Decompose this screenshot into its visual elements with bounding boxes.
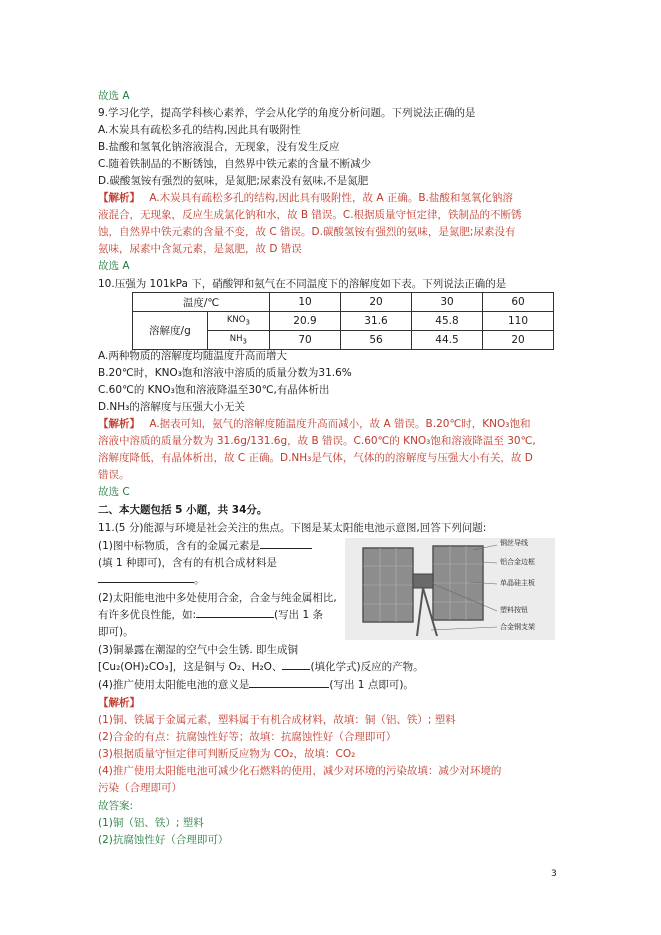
q10-analysis-line-4: 错误。	[98, 469, 130, 481]
q10-analysis-line-3: 溶解度降低，有晶体析出，故 C 正确。D.NH₃是气体，气体的的溶解度与压强大小有关，故 D	[98, 452, 533, 464]
q9-analysis-text-1: A.木炭具有疏松多孔的结构,因此具有吸附性，故 A 正确。B.盐酸和氢氧化钠溶	[149, 192, 513, 204]
q11-analysis-line-5: 污染（合理即可）	[98, 782, 182, 794]
figure-label: 塑料按钮	[500, 606, 528, 614]
figure-label: 合金钢支架	[500, 623, 535, 631]
q10-option-c: C.60℃的 KNO₃饱和溶液降温至30℃,有晶体析出	[98, 384, 330, 396]
q10-answer: 故选 C	[98, 486, 130, 498]
q9-analysis-line-2: 液混合，无现象，反应生成氯化钠和水，故 B 错误。C.根据质量守恒定律，铁制品的不断锈	[98, 209, 522, 221]
answer-blank[interactable]	[282, 669, 310, 670]
junction-box	[413, 574, 433, 588]
q11-part4: (4)推广使用太阳能电池的意义是 (写出 1 点即可)。	[98, 679, 414, 691]
page-number: 3	[551, 869, 557, 879]
solar-panel-figure	[345, 538, 555, 640]
previous-answer: 故选 A	[98, 90, 130, 102]
q9-option-d: D.碳酸氢铵有强烈的氨味，是氮肥;尿素没有氨味,不是氮肥	[98, 175, 369, 187]
q10-option-b: B.20℃时，KNO₃饱和溶液中溶质的质量分数为31.6%	[98, 367, 352, 379]
q11-answer-title: 故答案:	[98, 800, 134, 812]
table-cell: 45.8	[412, 312, 483, 331]
table-cell: 20.9	[270, 312, 341, 331]
q11-analysis-line-2: (2)合金的有点：抗腐蚀性好等；故填：抗腐蚀性好（合理即可）	[98, 731, 397, 743]
q11-analysis-tag: 【解析】	[98, 697, 140, 709]
table-header-row	[133, 293, 554, 312]
q11-analysis-line-4: (4)推广使用太阳能电池可减少化石燃料的使用，减少对环境的污染故填：减少对环境的	[98, 765, 502, 777]
q11-part2-line1: (2)太阳能电池中多处使用合金，合金与纯金属相比,	[98, 592, 337, 604]
q9-analysis-line-3: 蚀，自然界中铁元素的含量不变，故 C 错误。D.碳酸氢铵有强烈的氨味，是氮肥;尿素没有	[98, 226, 516, 238]
table-temp-cell: 10	[270, 293, 341, 312]
q10-analysis-text-1: A.据表可知，氨气的溶解度随温度升高而减小，故 A 错误。B.20℃时，KNO₃饱和	[149, 418, 531, 430]
table-row-name: $KNO_3$	[207, 312, 269, 331]
answer-blank[interactable]	[249, 687, 329, 688]
q9-analysis-tag: 【解析】	[98, 192, 140, 204]
q9-stem: 9.学习化学，提高学科核心素养，学会从化学的角度分析问题。下列说法正确的是	[98, 107, 476, 119]
q10-analysis-line-2: 溶液中溶质的质量分数为 31.6g/131.6g，故 B 错误。C.60℃的 KNO₃饱和溶液降温至 30℃,	[98, 435, 536, 447]
table-cell: 44.5	[412, 331, 483, 350]
section-heading: 二、本大题包括 5 小题，共 34分。	[98, 504, 268, 516]
q9-analysis-line-4: 氨味，尿素中含氮元素，是氮肥，故 D 错误	[98, 243, 302, 255]
figure-label: 铝合金边框	[500, 558, 535, 566]
q11-part1-line2: (填 1 种即可)，含有的有机合成材料是	[98, 557, 278, 569]
q11-part2-line3: 即可)。	[98, 626, 134, 638]
q10-option-d: D.NH₃的溶解度与压强大小无关	[98, 401, 245, 413]
figure-label: 铜丝导线	[500, 539, 528, 547]
table-cell: 20	[483, 331, 554, 350]
q11-part3-line2: [Cu₂(OH)₂CO₃]，这是铜与 O₂、H₂O、 (填化学式)反应的产物。	[98, 661, 424, 673]
q9-analysis-line-1	[98, 190, 513, 205]
q11-part1-line1: (1)图中标物质，含有的金属元素是	[98, 538, 312, 553]
q10-stem: 10.压强为 101kPa 下，硝酸钾和氨气在不同温度下的溶解度如下表。下列说法正确的是	[98, 278, 507, 290]
table-cell: 56	[341, 331, 412, 350]
q10-option-a: A.两种物质的溶解度均随温度升高而增大	[98, 350, 287, 362]
answer-blank[interactable]	[260, 548, 312, 549]
q10-analysis-tag: 【解析】	[98, 418, 140, 430]
q9-option-b: B.盐酸和氢氧化钠溶液混合，无现象，没有发生反应	[98, 141, 340, 153]
table-cell: 31.6	[341, 312, 412, 331]
q11-intro: 11.(5 分)能源与环境是社会关注的焦点。下图是某太阳能电池示意图,回答下列问题:	[98, 522, 487, 534]
q11-part1-line3: 。	[98, 572, 205, 587]
q11-analysis-line-3: (3)根据质量守恒定律可判断反应物为 CO₂，故填：CO₂	[98, 748, 356, 760]
q11-part3-line1: (3)铜暴露在潮湿的空气中会生锈. 即生成铜	[98, 644, 299, 656]
q11-answer-line-1: (1)铜（铝、铁）; 塑料	[98, 817, 204, 829]
q9-option-c: C.随着铁制品的不断锈蚀，自然界中铁元素的含量不断减少	[98, 158, 372, 170]
table-row-name: $NH_3$	[207, 331, 269, 350]
q9-answer: 故选 A	[98, 260, 130, 272]
q11-part2-line2: 有许多优良性能，如: (写出 1 条	[98, 609, 323, 621]
table-cell: 110	[483, 312, 554, 331]
q9-option-a: A.木炭具有疏松多孔的结构,因此具有吸附性	[98, 124, 301, 136]
q11-answer-line-2: (2)抗腐蚀性好（合理即可）	[98, 834, 229, 846]
table-temp-cell: 20	[341, 293, 412, 312]
solubility-table	[132, 292, 554, 350]
answer-blank[interactable]	[196, 617, 274, 618]
answer-blank[interactable]	[98, 582, 194, 583]
table-header-label: 温度/℃	[133, 293, 270, 312]
q10-analysis-line-1	[98, 416, 530, 431]
table-temp-cell: 60	[483, 293, 554, 312]
figure-label: 单晶硅主板	[500, 579, 535, 587]
table-row-kno3	[133, 312, 554, 331]
table-cell: 70	[270, 331, 341, 350]
table-temp-cell: 30	[412, 293, 483, 312]
q11-analysis-line-1: (1)铜、铁属于金属元素，塑料属于有机合成材料，故填：铜（铝、铁）; 塑料	[98, 714, 456, 726]
table-group-label: 溶解度/g	[133, 312, 208, 350]
